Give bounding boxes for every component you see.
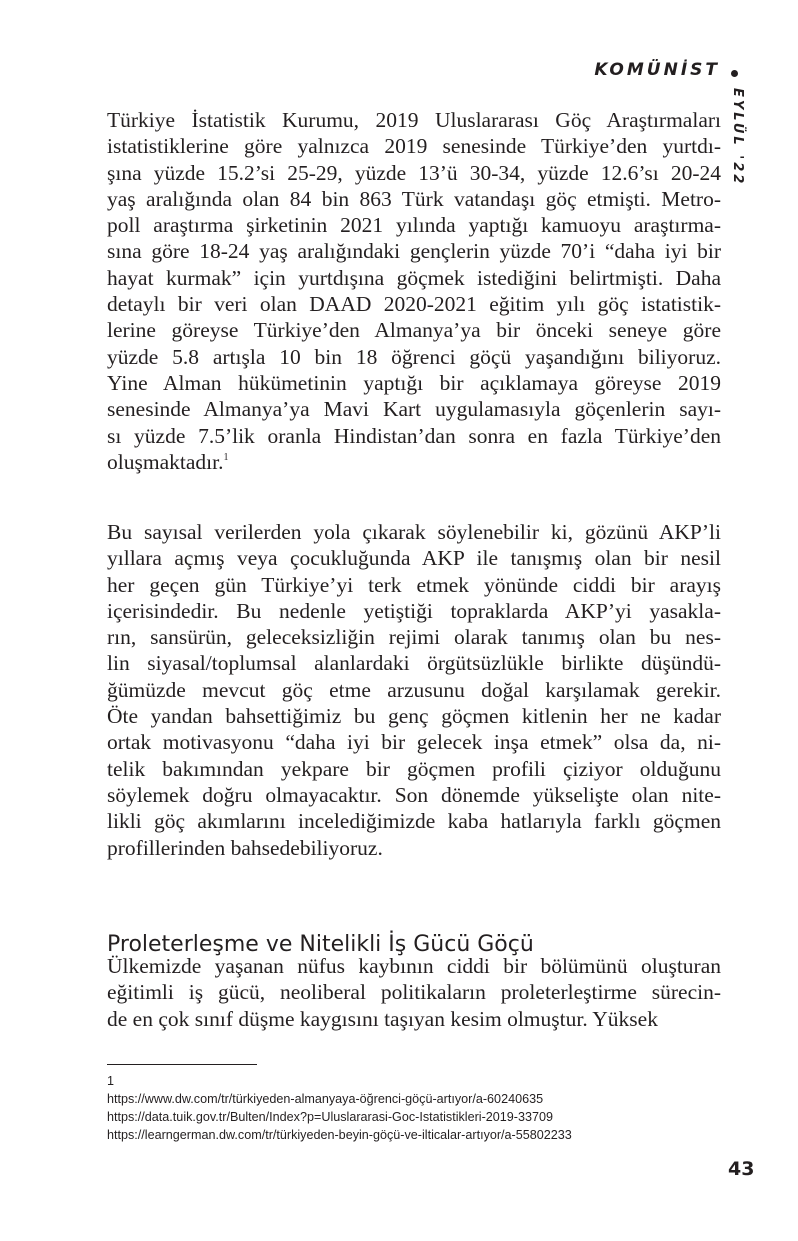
paragraph-1 <box>107 107 721 475</box>
section-heading: Proleterleşme ve Nitelikli İş Gücü Göçü <box>107 932 534 958</box>
text-line <box>107 212 721 238</box>
text-line-content: Türkiye İstatistik Kurumu, 2019 Uluslararası Göç Araştırmaları <box>107 108 721 132</box>
text-line-content: yüzde 5.8 artışla 10 bin 18 öğrenci göçü yaşandığını biliyoruz. <box>107 344 721 369</box>
text-line <box>107 598 721 624</box>
text-line-content: içerisindedir. Bu nedenle yetiştiği topraklarda AKP’yi yasakla- <box>107 598 721 623</box>
text-line-content: yaş aralığında olan 84 bin 863 Türk vatandaşı göç etmişti. Metro- <box>107 186 721 211</box>
text-line <box>107 107 721 133</box>
text-line-content: detaylı bir veri olan DAAD 2020-2021 eğitim yılı göç istatistik- <box>107 292 721 317</box>
header-bullet-icon <box>731 70 738 77</box>
page-number: 43 <box>728 1158 755 1180</box>
text-line <box>107 423 721 449</box>
text-line-content: Ülkemizde yaşanan nüfus kaybının ciddi bir bölümünü oluşturan <box>107 954 721 978</box>
text-line-content: Öte yandan bahsettiğimiz bu genç göçmen kitlenin her ne kadar <box>107 704 721 729</box>
text-line <box>107 291 721 317</box>
text-line <box>107 835 721 861</box>
text-line-content: sına göre 18-24 yaş aralığındaki gençlerin yüzde 70’i “daha iyi bir <box>107 239 721 264</box>
text-line <box>107 808 721 834</box>
text-line-content: şına yüzde 15.2’si 25-29, yüzde 13’ü 30-34, yüzde 12.6’sı 20-24 <box>107 160 721 185</box>
paragraph-2 <box>107 519 721 861</box>
text-line <box>107 265 721 291</box>
text-line <box>107 703 721 729</box>
footnotes <box>107 1072 572 1144</box>
text-line <box>107 133 721 159</box>
text-line <box>107 624 721 650</box>
paragraph-3 <box>107 953 721 1032</box>
text-line-content: söylemek doğru olmayacaktır. Son dönemde yükselişte olan nite- <box>107 782 721 807</box>
text-line <box>107 449 721 475</box>
footnote-divider <box>107 1064 257 1065</box>
text-line <box>107 317 721 343</box>
text-line-content: yıllara açmış veya çocukluğunda AKP ile tanışmış olan bir nesil <box>107 546 721 571</box>
footnote-number: 1 <box>107 1074 115 1088</box>
text-line-content: Yine Alman hükümetinin yaptığı bir açıklamaya göreyse 2019 <box>107 370 721 395</box>
text-line <box>107 344 721 370</box>
footnote-link[interactable]: https://learngerman.dw.com/tr/türkiyeden-beyin-göçü-ve-ilticalar-artıyor/a-55802233 <box>107 1128 572 1142</box>
text-line <box>107 519 721 545</box>
text-line-content: rın, sansürün, geleceksizliğin rejimi olarak tanımış olan bu nes- <box>107 625 721 650</box>
text-line-content: ortak motivasyonu “daha iyi bir gelecek inşa etmek” olsa da, ni- <box>107 730 721 755</box>
text-line <box>107 370 721 396</box>
text-line-content: telik bakımından yekpare bir göçmen profili çiziyor olduğunu <box>107 756 721 781</box>
journal-title: KOMÜNİST <box>594 60 720 80</box>
text-line-content: profillerinden bahsedebiliyoruz. <box>107 835 383 860</box>
footnote-link[interactable]: https://data.tuik.gov.tr/Bulten/Index?p=Uluslararasi-Goc-Istatistikleri-2019-33709 <box>107 1110 554 1124</box>
issue-date: EYLÜL '22 <box>730 88 745 187</box>
text-line <box>107 756 721 782</box>
text-line-content: oluşmaktadır. <box>107 449 224 474</box>
text-line <box>107 782 721 808</box>
text-line-content: her geçen gün Türkiye’yi terk etmek yönünde ciddi bir arayış <box>107 572 721 597</box>
text-line <box>107 729 721 755</box>
text-line <box>107 677 721 703</box>
text-line <box>107 979 721 1005</box>
text-line <box>107 1006 721 1032</box>
text-line-content: lerine göreyse Türkiye’den Almanya’ya bir önceki seneye göre <box>107 318 721 343</box>
text-line-content: poll araştırma şirketinin 2021 yılında yaptığı kamuoyu araştırma- <box>107 213 721 238</box>
text-line <box>107 160 721 186</box>
footnote-link[interactable]: https://www.dw.com/tr/türkiyeden-almanyaya-öğrenci-göçü-artıyor/a-60240635 <box>107 1092 544 1106</box>
text-line-content: Bu sayısal verilerden yola çıkarak söylenebilir ki, gözünü AKP’li <box>107 520 721 544</box>
text-line <box>107 186 721 212</box>
text-line-content: senesinde Almanya’ya Mavi Kart uygulamasıyla göçenlerin sayı- <box>107 397 721 422</box>
text-line-content: lin siyasal/toplumsal alanlardaki örgütsüzlükle birlikte düşündü- <box>107 651 721 676</box>
text-line <box>107 545 721 571</box>
footnote-ref[interactable]: 1 <box>223 451 229 463</box>
text-line <box>107 650 721 676</box>
footnote-line <box>107 1072 572 1108</box>
text-line <box>107 238 721 264</box>
text-line-content: eğitimli iş gücü, neoliberal politikaların proleterleştirme sürecin- <box>107 980 721 1005</box>
text-line-content: sı yüzde 7.5’lik oranla Hindistan’dan sonra en fazla Türkiye’den <box>107 423 721 448</box>
text-line <box>107 396 721 422</box>
text-line-content: hayat kurmak” için yurtdışına göçmek istediğini belirtmişti. Daha <box>107 265 721 290</box>
text-line-content: likli göç akımlarını incelediğimizde kaba hatlarıyla farklı göçmen <box>107 809 721 834</box>
text-line-content: ğümüzde mevcut göç etme arzusunu doğal karşılamak gerekir. <box>107 677 721 702</box>
text-line-content: de en çok sınıf düşme kaygısını taşıyan kesim olmuştur. Yüksek <box>107 1006 658 1031</box>
text-line <box>107 572 721 598</box>
text-line-content: istatistiklerine göre yalnızca 2019 senesinde Türkiye’den yurtdı- <box>107 134 721 159</box>
text-line <box>107 953 721 979</box>
